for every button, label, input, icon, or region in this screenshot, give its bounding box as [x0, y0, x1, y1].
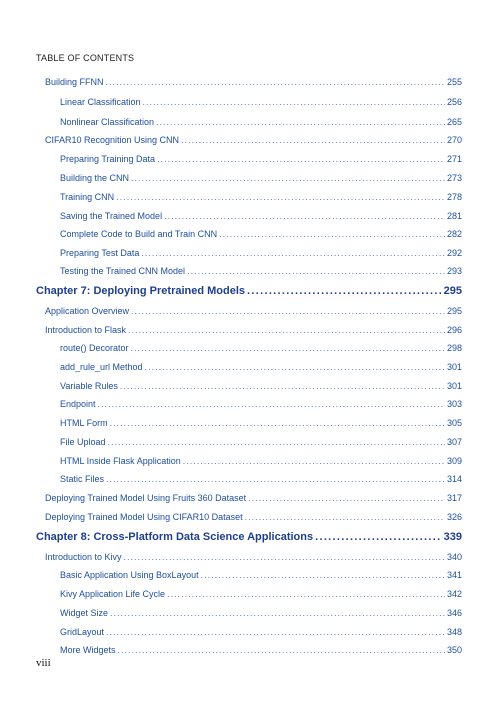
dot-leader	[98, 398, 445, 410]
toc-entry-page: 295	[443, 285, 462, 297]
toc-entry[interactable]	[60, 626, 462, 638]
dot-leader	[181, 134, 445, 146]
toc-entry[interactable]	[60, 473, 462, 485]
dot-leader	[124, 551, 445, 563]
toc-entry-title: Linear Classification	[60, 97, 141, 107]
toc-entry[interactable]	[60, 265, 462, 277]
toc-entry-title: Preparing Test Data	[60, 248, 140, 258]
toc-entry-title: Kivy Application Life Cycle	[60, 589, 166, 599]
toc-entry-title: CIFAR10 Recognition Using CNN	[45, 135, 180, 145]
dot-leader	[247, 284, 442, 298]
toc-entry-title: HTML Inside Flask Application	[60, 456, 181, 466]
toc-entry-title: Testing the Trained CNN Model	[60, 266, 186, 276]
dot-leader	[110, 417, 445, 429]
toc-entry-page: 301	[446, 362, 462, 372]
toc-entry-page: 326	[446, 512, 462, 522]
dot-leader	[143, 96, 445, 108]
toc-entry-title: Preparing Training Data	[60, 154, 156, 164]
toc-entry-page: 295	[446, 306, 462, 316]
toc-entry-title: Saving the Trained Model	[60, 211, 163, 221]
dot-leader	[183, 455, 445, 467]
toc-entry[interactable]	[60, 417, 462, 429]
toc-entry-page: 273	[446, 173, 462, 183]
toc-entry[interactable]	[60, 607, 462, 619]
toc-entry[interactable]	[60, 116, 462, 128]
toc-entry-page: 341	[446, 570, 462, 580]
toc-entry[interactable]	[60, 172, 462, 184]
toc-entry[interactable]	[60, 569, 462, 581]
toc-entry[interactable]	[60, 361, 462, 373]
toc-entry-title: Chapter 8: Cross-Platform Data Science Applications	[36, 531, 314, 543]
dot-leader	[106, 473, 445, 485]
toc-entry-page: 270	[446, 135, 462, 145]
toc-entry-page: 305	[446, 418, 462, 428]
toc-entry-page: 256	[446, 97, 462, 107]
toc-entry-page: 281	[446, 211, 462, 221]
toc-entry[interactable]	[60, 342, 462, 354]
dot-leader	[157, 153, 445, 165]
toc-entry-title: Widget Size	[60, 608, 109, 618]
toc-entry[interactable]	[45, 511, 462, 523]
toc-entry-page: 298	[446, 343, 462, 353]
toc-entry-title: GridLayout	[60, 627, 105, 637]
toc-entry-title: HTML Form	[60, 418, 108, 428]
toc-entry-title: Deploying Trained Model Using CIFAR10 Dataset	[45, 512, 243, 522]
dot-leader	[145, 361, 445, 373]
toc-entry-page: 309	[446, 456, 462, 466]
toc-entry[interactable]	[60, 436, 462, 448]
running-header: TABLE OF CONTENTS	[36, 53, 135, 63]
toc-entry-page: 307	[446, 437, 462, 447]
toc-entry[interactable]	[60, 588, 462, 600]
toc-entry-page: 314	[446, 474, 462, 484]
dot-leader	[201, 569, 445, 581]
dot-leader	[116, 191, 445, 203]
dot-leader	[131, 172, 445, 184]
dot-leader	[167, 588, 445, 600]
dot-leader	[118, 644, 445, 656]
toc-entry-title: More Widgets	[60, 645, 116, 655]
dot-leader	[245, 511, 445, 523]
toc-entry-page: 301	[446, 381, 462, 391]
toc-entry-page: 296	[446, 325, 462, 335]
toc-entry-title: Application Overview	[45, 306, 130, 316]
toc-entry[interactable]	[60, 96, 462, 108]
dot-leader	[248, 492, 445, 504]
toc-entry[interactable]	[60, 210, 462, 222]
dot-leader	[106, 626, 445, 638]
toc-entry[interactable]	[45, 324, 462, 336]
toc-entry[interactable]	[60, 644, 462, 656]
toc-entry-page: 292	[446, 248, 462, 258]
toc-entry-page: 293	[446, 266, 462, 276]
toc-entry-page: 271	[446, 154, 462, 164]
toc-entry[interactable]	[60, 398, 462, 410]
toc-chapter-entry[interactable]	[36, 284, 462, 298]
toc-entry[interactable]	[60, 455, 462, 467]
dot-leader	[108, 436, 445, 448]
dot-leader	[315, 530, 442, 544]
toc-entry-title: Introduction to Flask	[45, 325, 127, 335]
dot-leader	[106, 76, 445, 88]
toc-entry[interactable]	[45, 305, 462, 317]
toc-entry-page: 282	[446, 229, 462, 239]
toc-entry-title: Basic Application Using BoxLayout	[60, 570, 199, 580]
dot-leader	[131, 342, 445, 354]
toc-entry-page: 350	[446, 645, 462, 655]
toc-entry-page: 255	[446, 77, 462, 87]
toc-entry-title: Chapter 7: Deploying Pretrained Models	[36, 285, 246, 297]
toc-entry-page: 303	[446, 399, 462, 409]
dot-leader	[141, 247, 445, 259]
dot-leader	[120, 380, 445, 392]
toc-entry[interactable]	[45, 492, 462, 504]
dot-leader	[219, 228, 445, 240]
dot-leader	[110, 607, 445, 619]
toc-entry[interactable]	[60, 228, 462, 240]
toc-entry[interactable]	[45, 551, 462, 563]
toc-entry[interactable]	[60, 247, 462, 259]
toc-entry-page: 348	[446, 627, 462, 637]
toc-entry[interactable]	[60, 153, 462, 165]
toc-entry-title: Nonlinear Classification	[60, 117, 155, 127]
toc-entry-page: 339	[443, 531, 462, 543]
toc-entry-title: add_rule_url Method	[60, 362, 143, 372]
toc-entry-title: Training CNN	[60, 192, 115, 202]
dot-leader	[187, 265, 445, 277]
toc-entry[interactable]	[45, 134, 462, 146]
page-number: viii	[36, 657, 51, 669]
toc-entry-title: Static Files	[60, 474, 105, 484]
dot-leader	[164, 210, 445, 222]
dot-leader	[156, 116, 445, 128]
toc-entry-page: 346	[446, 608, 462, 618]
toc-entry-page: 340	[446, 552, 462, 562]
toc-chapter-entry[interactable]	[36, 530, 462, 544]
toc-entry-title: Complete Code to Build and Train CNN	[60, 229, 218, 239]
toc-entry-page: 342	[446, 589, 462, 599]
dot-leader	[128, 324, 445, 336]
toc-entry-page: 278	[446, 192, 462, 202]
toc-entry-title: File Upload	[60, 437, 106, 447]
toc-entry-title: Variable Rules	[60, 381, 118, 391]
toc-entry-title: route() Decorator	[60, 343, 129, 353]
toc-entry-title: Endpoint	[60, 399, 96, 409]
toc-entry-title: Building the CNN	[60, 173, 130, 183]
toc-entry[interactable]	[45, 76, 462, 88]
toc-entry-page: 265	[446, 117, 462, 127]
toc-entry-title: Introduction to Kivy	[45, 552, 122, 562]
toc-entry-page: 317	[446, 493, 462, 503]
dot-leader	[131, 305, 445, 317]
toc-entry[interactable]	[60, 191, 462, 203]
toc-entry-title: Building FFNN	[45, 77, 104, 87]
toc-entry-title: Deploying Trained Model Using Fruits 360 Dataset	[45, 493, 247, 503]
toc-entry[interactable]	[60, 380, 462, 392]
